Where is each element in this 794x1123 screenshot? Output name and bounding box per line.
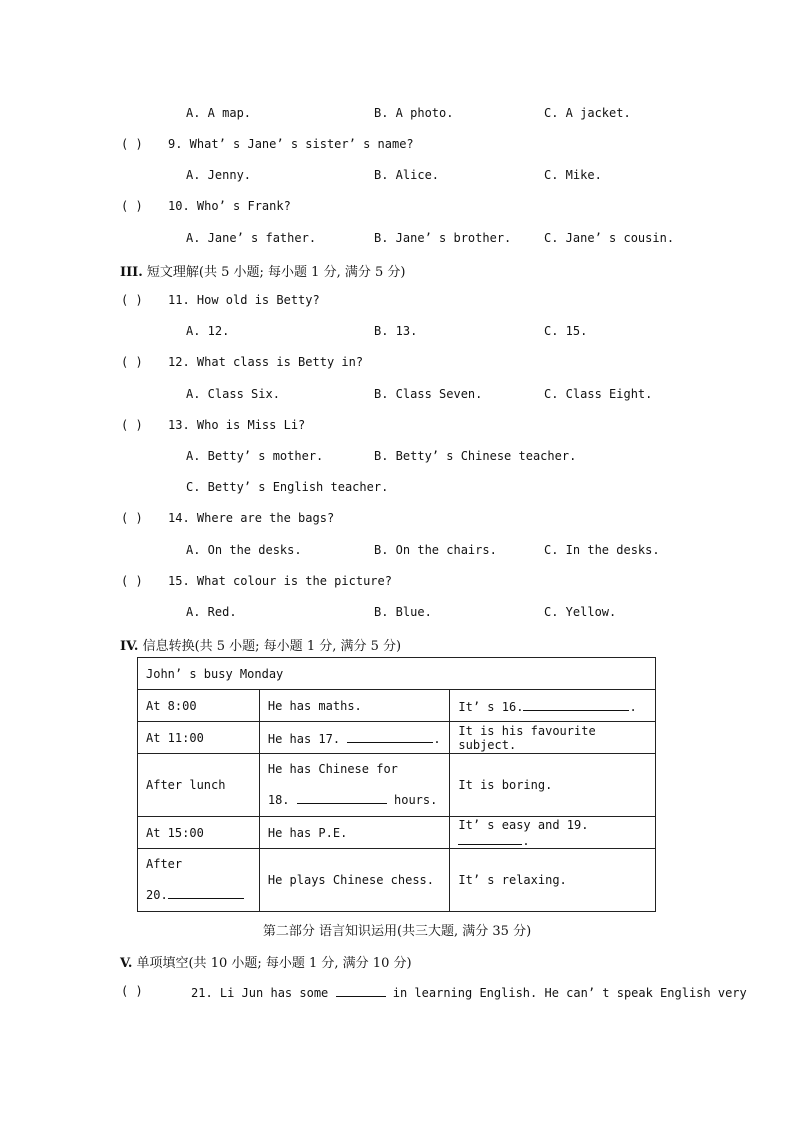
q21-text-end: in learning English. He can’ t speak English very [392, 986, 747, 1000]
q9-option-a: A. Jenny. [186, 168, 252, 182]
table-cell-comment: It’ s 16. . [450, 690, 656, 722]
table-cell-activity: He has 17. . [259, 722, 450, 754]
section-4-title: 信息转换(共 5 小题; 每小题 1 分, 满分 5 分) [142, 639, 402, 654]
blank-17-label: He has 17. [267, 731, 341, 746]
table-cell-time: At 15:00 [138, 817, 260, 849]
table-cell-activity [259, 754, 450, 817]
q15-option-b: B. Blue. [374, 605, 432, 619]
q13-option-a: A. Betty’ s mother. [186, 449, 324, 463]
table-cell-activity: He has P.E. [259, 817, 450, 849]
table-cell-time [138, 849, 260, 912]
hours-label: hours. [394, 793, 438, 807]
table-row [138, 849, 656, 912]
blank-20-label: 20. [146, 888, 168, 902]
blank-17[interactable] [347, 730, 433, 743]
q14-text: 14. Where are the bags? [168, 511, 335, 525]
q10-answer-paren[interactable]: ( ) [121, 199, 143, 213]
blank-18[interactable] [297, 791, 387, 804]
q15-option-c: C. Yellow. [544, 605, 617, 619]
q12-option-a: A. Class Six. [186, 387, 280, 401]
table-cell-comment: It is his favourite subject. [450, 722, 656, 754]
section-3-number: III. [120, 265, 143, 280]
q21-text-start: 21. Li Jun has some [191, 986, 329, 1000]
q14-option-b: B. On the chairs. [374, 543, 497, 557]
q14-answer-paren[interactable]: ( ) [121, 511, 143, 525]
q8-option-a: A. A map. [186, 106, 252, 120]
section-3-title: 短文理解(共 5 小题; 每小题 1 分, 满分 5 分) [146, 265, 406, 280]
q21-answer-paren[interactable]: ( ) [121, 984, 143, 998]
q9-option-c: C. Mike. [544, 168, 602, 182]
activity-line-2 [268, 785, 442, 816]
blank-19-label: It’ s easy and 19. [458, 817, 589, 832]
activity-line-1: He has Chinese for [267, 762, 398, 776]
q13-option-b: B. Betty’ s Chinese teacher. [374, 449, 577, 463]
blank-18-label: 18. [267, 793, 290, 807]
table-title-row [138, 658, 656, 690]
table-title: John’ s busy Monday [138, 658, 656, 690]
q11-option-b: B. 13. [374, 324, 418, 338]
q15-text: 15. What colour is the picture? [168, 574, 392, 588]
info-table [137, 657, 656, 912]
table-row [138, 754, 656, 817]
table-cell-activity: He has maths. [259, 690, 450, 722]
table-cell-time: At 11:00 [138, 722, 260, 754]
q12-option-c: C. Class Eight. [544, 387, 653, 401]
q10-option-c: C. Jane’ s cousin. [544, 231, 675, 245]
q9-option-b: B. Alice. [374, 168, 440, 182]
table-cell-comment: It is boring. [450, 754, 656, 817]
table-cell-time: After lunch [138, 754, 260, 817]
q11-text: 11. How old is Betty? [168, 293, 320, 307]
q15-option-a: A. Red. [186, 605, 237, 619]
blank-16[interactable] [523, 698, 629, 711]
q12-option-b: B. Class Seven. [374, 387, 483, 401]
table-cell-time: At 8:00 [138, 690, 260, 722]
q10-option-b: B. Jane’ s brother. [374, 231, 512, 245]
blank-20[interactable] [168, 886, 244, 899]
table-row [138, 817, 656, 849]
section-5-number: V. [120, 956, 133, 971]
q11-option-c: C. 15. [544, 324, 588, 338]
q14-option-a: A. On the desks. [186, 543, 302, 557]
part-2-heading: 第二部分 语言知识运用(共三大题, 满分 35 分) [262, 924, 532, 939]
table-cell-comment: It’ s relaxing. [450, 849, 656, 912]
q10-text: 10. Who’ s Frank? [168, 199, 291, 213]
q21-blank[interactable] [336, 984, 386, 997]
q9-text: 9. What’ s Jane’ s sister’ s name? [168, 137, 414, 151]
q12-answer-paren[interactable]: ( ) [121, 355, 143, 369]
time-line-1: After [146, 857, 183, 871]
table-cell-comment: It’ s easy and 19. . [450, 817, 656, 849]
section-4-number: IV. [120, 639, 139, 654]
blank-16-label: It’ s 16. [458, 699, 524, 714]
table-row [138, 722, 656, 754]
q11-option-a: A. 12. [186, 324, 230, 338]
q13-text: 13. Who is Miss Li? [168, 418, 306, 432]
q8-option-b: B. A photo. [374, 106, 454, 120]
q14-option-c: C. In the desks. [544, 543, 660, 557]
q21-text [191, 984, 747, 1000]
section-4-heading [120, 635, 401, 654]
q8-option-c: C. A jacket. [544, 106, 631, 120]
section-5-heading [120, 952, 412, 971]
table-cell-activity: He plays Chinese chess. [259, 849, 450, 912]
q9-answer-paren[interactable]: ( ) [121, 137, 143, 151]
q12-text: 12. What class is Betty in? [168, 355, 364, 369]
q13-answer-paren[interactable]: ( ) [121, 418, 143, 432]
q13-option-c: C. Betty’ s English teacher. [186, 480, 389, 494]
q11-answer-paren[interactable]: ( ) [121, 293, 143, 307]
section-3-heading [120, 261, 405, 280]
blank-19[interactable] [458, 832, 522, 845]
table-row [138, 690, 656, 722]
q15-answer-paren[interactable]: ( ) [121, 574, 143, 588]
q10-option-a: A. Jane’ s father. [186, 231, 317, 245]
time-line-2 [146, 880, 251, 911]
section-5-title: 单项填空(共 10 小题; 每小题 1 分, 满分 10 分) [136, 956, 412, 971]
